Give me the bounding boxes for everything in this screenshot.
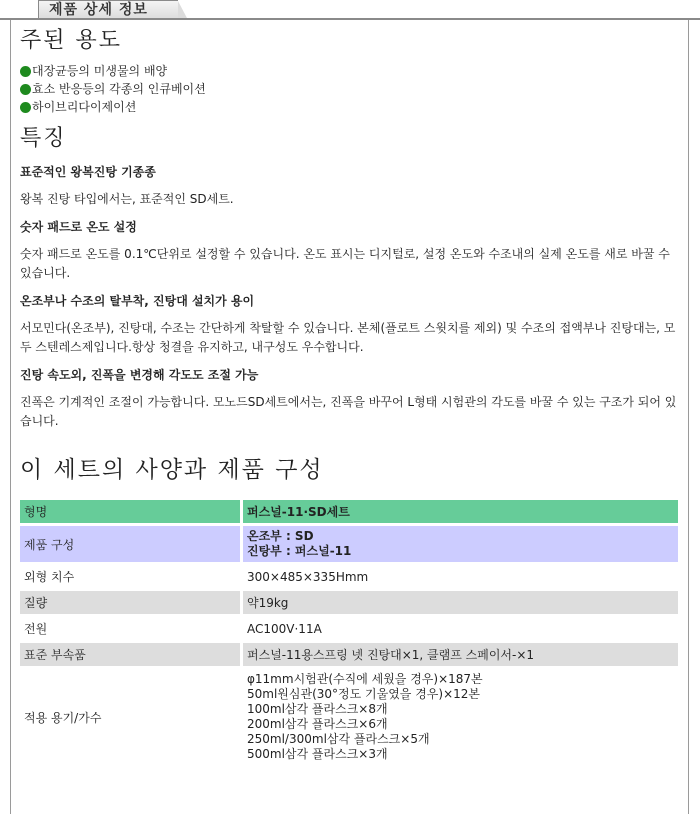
spec-key: 형명 bbox=[20, 500, 240, 523]
spec-value: 약19kg bbox=[240, 591, 678, 614]
bullet-icon bbox=[20, 66, 31, 77]
list-item: 대장균등의 미생물의 배양 bbox=[20, 62, 680, 80]
feature-title: 표준적인 왕복진탕 기종종 bbox=[20, 165, 156, 179]
spec-key: 제품 구성 bbox=[20, 526, 240, 562]
feature-text: 숫자 패드로 온도를 0.1℃단위로 설정할 수 있습니다. 온도 표시는 디지털로, 설정 온도와 수조내의 실제 온도를 새로 바꿀 수 있습니다. bbox=[20, 247, 670, 280]
spec-value: φ11mm시험관(수직에 세웠을 경우)×187본 50ml원심관(30°정도 기울였을 경우)×12본 100ml삼각 플라스크×8개 200ml삼각 플라스크×6개 250ml/300ml삼각 플라스크×5개 500ml삼각 플라스크×3개 bbox=[240, 669, 678, 765]
feature-text: 진폭은 기계적인 조절이 가능합니다. 모노드SD세트에서는, 진폭을 바꾸어 L형태 시험관의 각도를 바꿀 수 있는 구조가 되어 있습니다. bbox=[20, 395, 677, 428]
features-section bbox=[20, 164, 680, 431]
uses-heading: 주된 용도 bbox=[20, 28, 123, 53]
spec-key: 적용 용기/가수 bbox=[20, 669, 240, 765]
tab-label: 제품 상세 정보 bbox=[49, 2, 148, 18]
tab-product-detail[interactable] bbox=[38, 0, 178, 19]
table-row bbox=[20, 617, 678, 640]
spec-value: 온조부 : SD 진탕부 : 퍼스널-11 bbox=[240, 526, 678, 562]
spec-value: 퍼스널-11용스프링 넷 진탕대×1, 클램프 스페이서-×1 bbox=[240, 643, 678, 666]
table-row bbox=[20, 526, 678, 562]
uses-list bbox=[20, 62, 680, 116]
features-heading: 특징 bbox=[20, 126, 67, 151]
spec-key: 외형 치수 bbox=[20, 565, 240, 588]
spec-value: AC100V·11A bbox=[240, 617, 678, 640]
feature-title: 온조부나 수조의 탈부착, 진탕대 설치가 용이 bbox=[20, 294, 255, 308]
bullet-icon bbox=[20, 84, 31, 95]
spec-key: 전원 bbox=[20, 617, 240, 640]
list-item: 효소 반응등의 각종의 인큐베이션 bbox=[20, 80, 680, 98]
spec-value: 퍼스널-11·SD세트 bbox=[240, 500, 678, 523]
list-item: 하이브리다이제이션 bbox=[20, 98, 680, 116]
table-row bbox=[20, 565, 678, 588]
table-row bbox=[20, 591, 678, 614]
spec-value: 300×485×335Hmm bbox=[240, 565, 678, 588]
table-row bbox=[20, 643, 678, 666]
spec-heading: 이 세트의 사양과 제품 구성 bbox=[20, 457, 324, 483]
tab-bar bbox=[0, 0, 700, 20]
table-row bbox=[20, 669, 678, 765]
feature-title: 숫자 패드로 온도 설정 bbox=[20, 220, 137, 234]
feature-text: 서모민다(온조부), 진탕대, 수조는 간단하게 착탈할 수 있습니다. 본체(플로트 스윗치를 제외) 및 수조의 접액부나 진탕대는, 모두 스텐레스제입니다.항상 청결을 유지하고, 내구성도 우수합니다. bbox=[20, 321, 676, 354]
spec-key: 질량 bbox=[20, 591, 240, 614]
table-row bbox=[20, 500, 678, 523]
product-detail-content bbox=[20, 26, 680, 768]
feature-text: 왕복 진탕 타입에서는, 표준적인 SD세트. bbox=[20, 192, 234, 206]
spec-key: 표준 부속품 bbox=[20, 643, 240, 666]
spec-table bbox=[20, 497, 678, 768]
feature-title: 진탕 속도외, 진폭을 변경해 각도도 조절 가능 bbox=[20, 368, 259, 382]
bullet-icon bbox=[20, 102, 31, 113]
